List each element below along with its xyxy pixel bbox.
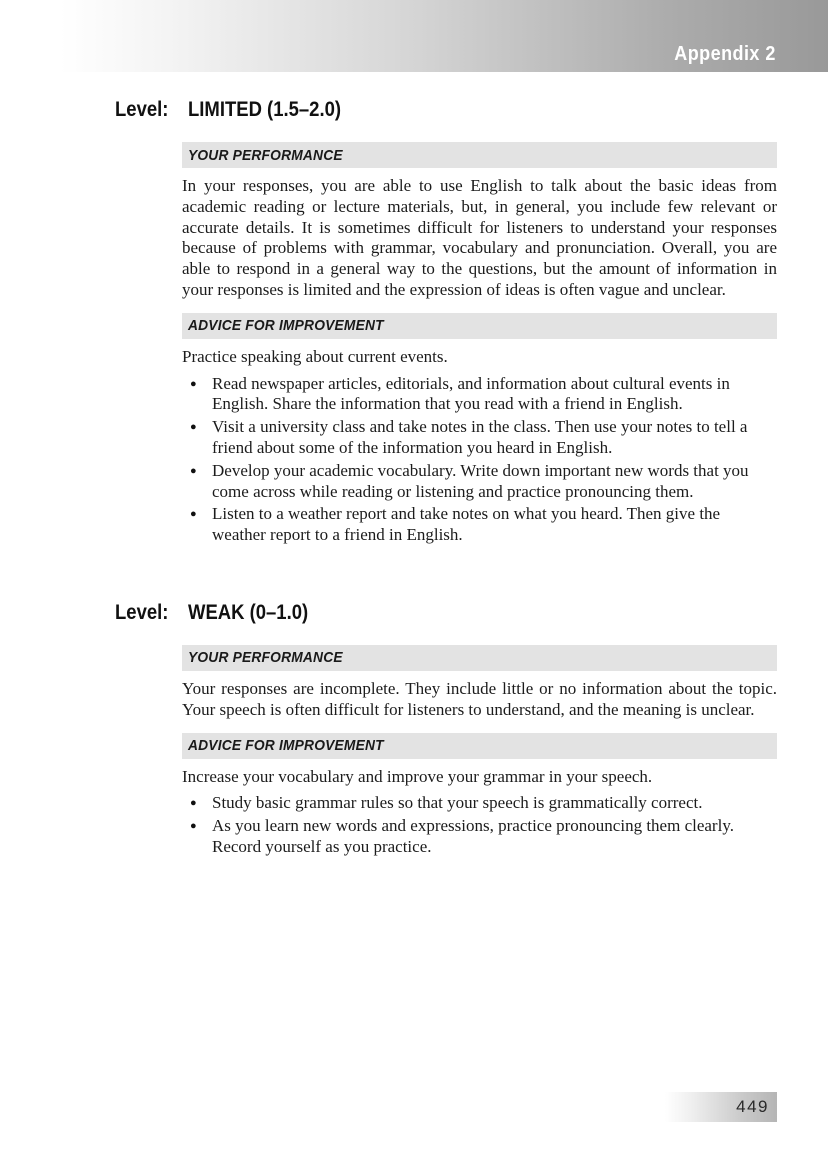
advice-item-text: As you learn new words and expressions, practice pronouncing them clearly. Record yourself as you practice.	[212, 816, 734, 856]
performance-text: Your responses are incomplete. They include little or no information about the topic. Your speech is often difficult for listeners to understand, and the meaning is unclear.	[182, 678, 777, 719]
bullet-icon: ●	[190, 464, 197, 477]
bullet-icon: ●	[190, 797, 197, 810]
level-name: LIMITED (1.5–2.0)	[187, 98, 341, 121]
advice-item	[182, 793, 777, 814]
advice-item	[182, 816, 777, 858]
page-number-bar	[665, 1092, 777, 1122]
advice-list	[182, 374, 777, 546]
level-section-weak	[0, 599, 828, 858]
advice-intro: Increase your vocabulary and improve your grammar in your speech.	[182, 766, 653, 786]
advice-item-text: Develop your academic vocabulary. Write down important new words that you come across while reading or listening and practice pronouncing them.	[212, 460, 749, 501]
bullet-icon: ●	[190, 820, 197, 833]
advice-item-text: Study basic grammar rules so that your speech is grammatically correct.	[212, 793, 703, 813]
performance-header-bar	[182, 645, 777, 671]
appendix-banner	[60, 0, 828, 72]
performance-header-label: YOUR PERFORMANCE	[188, 649, 343, 667]
advice-item	[182, 374, 777, 416]
advice-header-bar	[182, 313, 777, 339]
level-content	[182, 645, 777, 858]
appendix-label: Appendix 2	[674, 43, 776, 65]
level-name: WEAK (0–1.0)	[187, 600, 308, 624]
performance-header-bar	[182, 142, 777, 168]
advice-item-text: Visit a university class and take notes in the class. Then use your notes to tell a friend about some of the information you heard in English.	[212, 417, 748, 457]
performance-text: In your responses, you are able to use English to talk about the basic ideas from academic reading or lecture materials, but, in general, you include few relevant or accurate details. It is sometimes difficult for listeners to understand your responses because of problems with grammar, vocabulary and pronunciation. Overall, you are able to respond in a general way to the questions, but the amount of information in your responses is limited and the expression of ideas is often vague and unclear.	[182, 176, 777, 299]
level-content	[182, 142, 777, 546]
advice-item-text: Listen to a weather report and take notes on what you heard. Then give the weather report to a friend in English.	[212, 504, 721, 545]
advice-item	[182, 504, 777, 546]
level-prefix: Level:	[115, 98, 169, 121]
level-heading-weak	[115, 599, 828, 626]
page-number: 449	[736, 1097, 769, 1116]
level-heading-limited	[115, 96, 828, 123]
level-prefix: Level:	[115, 600, 169, 624]
performance-header-label: YOUR PERFORMANCE	[188, 146, 343, 164]
advice-header-label: ADVICE FOR IMPROVEMENT	[188, 737, 384, 755]
advice-header-bar	[182, 733, 777, 759]
bullet-icon: ●	[190, 377, 197, 390]
bullet-icon: ●	[190, 421, 197, 434]
advice-intro: Practice speaking about current events.	[182, 346, 448, 366]
advice-list	[182, 793, 777, 857]
advice-item-text: Read newspaper articles, editorials, and information about cultural events in English. Share the information that you read with a friend in English.	[212, 373, 730, 414]
level-section-limited	[0, 96, 828, 546]
advice-header-label: ADVICE FOR IMPROVEMENT	[188, 317, 384, 335]
advice-item	[182, 461, 777, 503]
bullet-icon: ●	[190, 508, 197, 521]
advice-item	[182, 417, 777, 459]
